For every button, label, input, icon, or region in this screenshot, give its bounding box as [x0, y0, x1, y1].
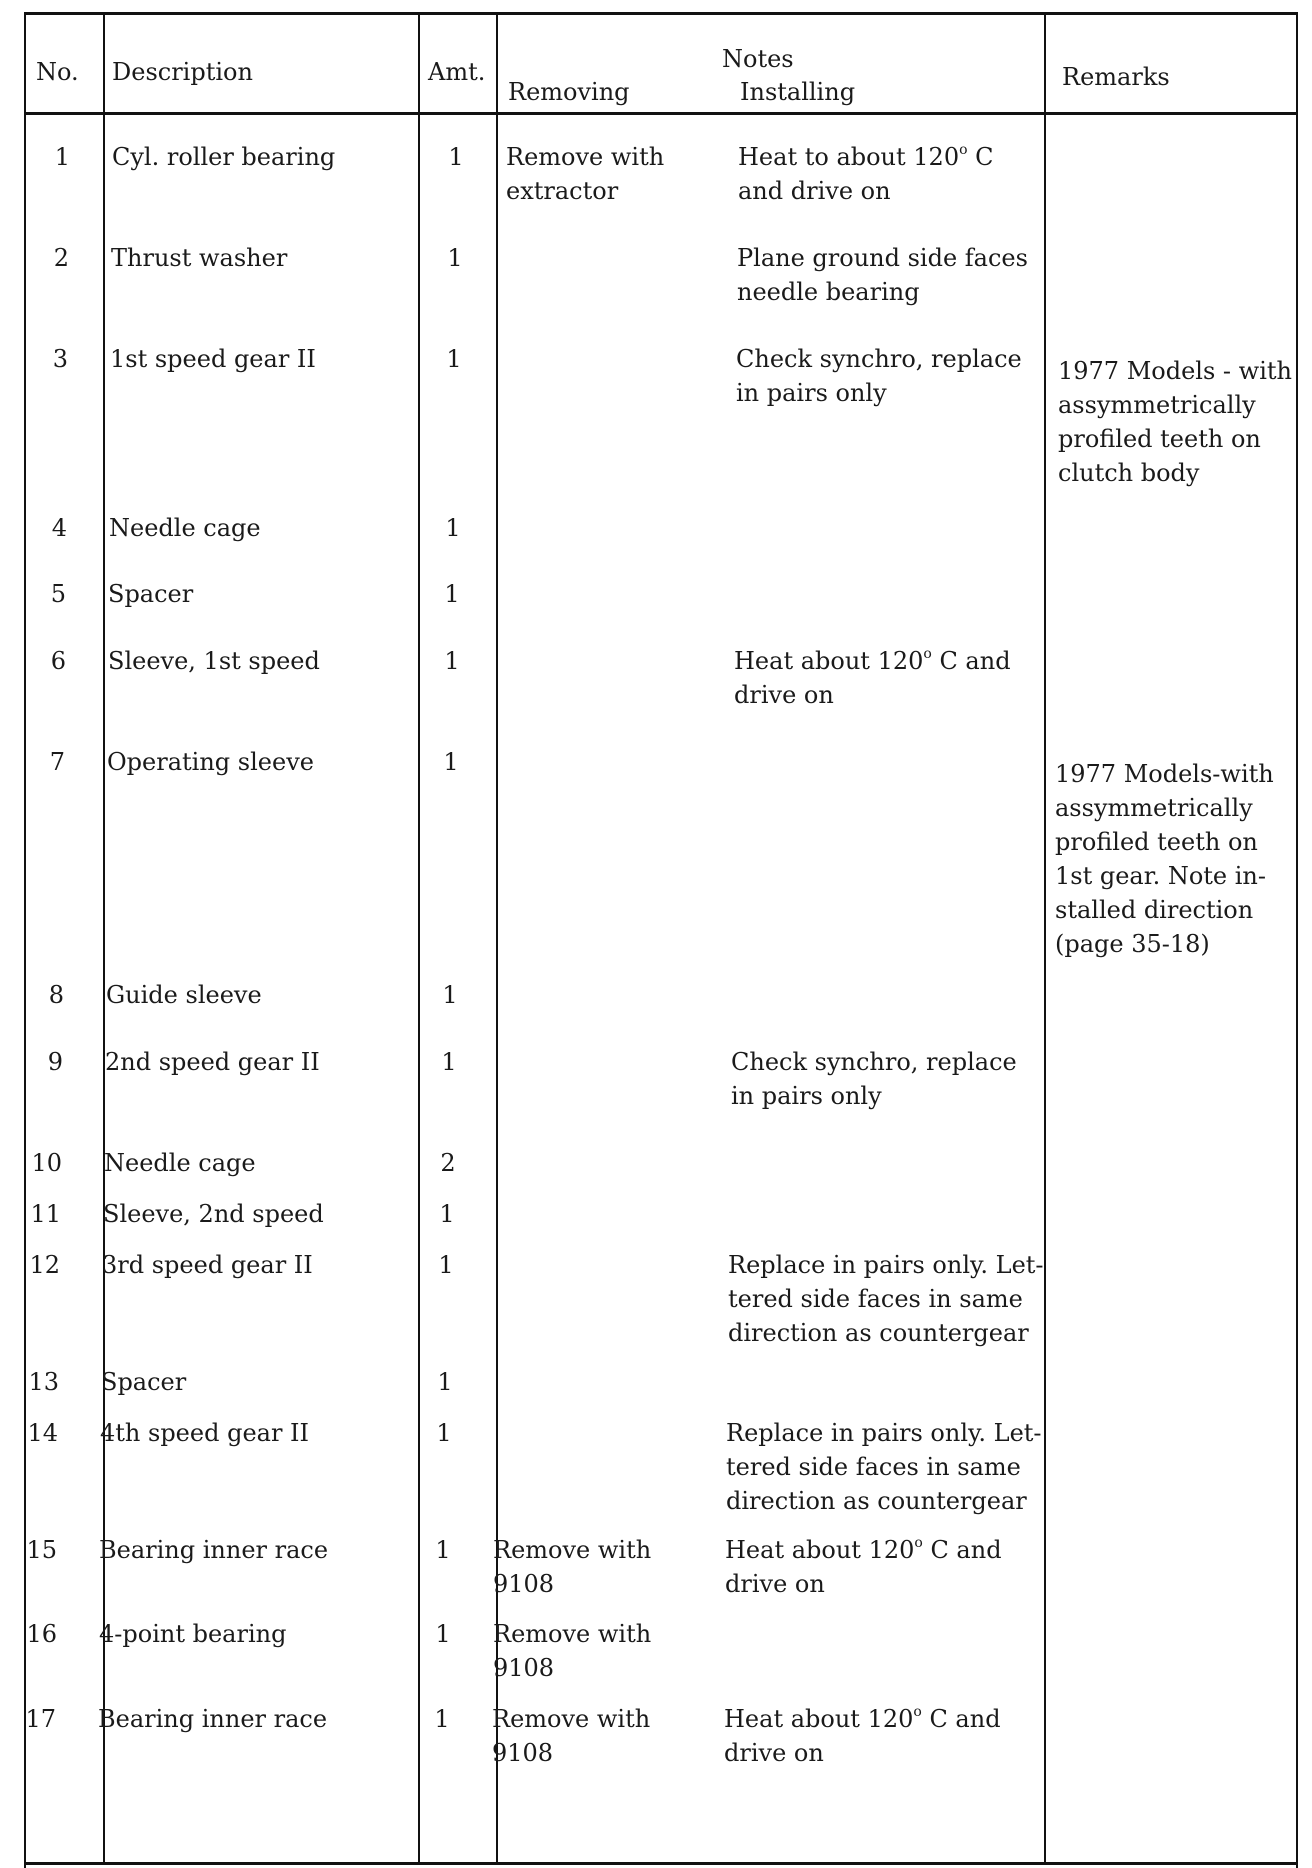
row-remark: assymmetrically [1058, 391, 1256, 419]
row-installing-note: drive on [734, 681, 834, 709]
row-remark: profiled teeth on [1055, 828, 1258, 856]
row-installing-note: in pairs only [736, 379, 887, 407]
row-number: 12 [29, 1251, 60, 1279]
row-description: Needle cage [109, 514, 261, 542]
header-amt: Amt. [428, 58, 486, 86]
row-remark: assymmetrically [1055, 794, 1253, 822]
row-installing-note: tered side faces in same [726, 1453, 1021, 1481]
row-number: 9 [47, 1048, 63, 1076]
row-amount: 1 [447, 244, 463, 272]
row-amount: 1 [437, 1368, 453, 1396]
row-number: 6 [50, 647, 66, 675]
row-amount: 1 [444, 647, 460, 675]
row-remark: clutch body [1058, 459, 1200, 487]
row-removing-note: 9108 [492, 1739, 554, 1767]
row-amount: 1 [435, 1620, 451, 1648]
row-remark: 1977 Models-with [1055, 760, 1274, 788]
row-installing-note: needle bearing [737, 278, 920, 306]
header-no: No. [36, 58, 79, 86]
row-remark: (page 35-18) [1055, 930, 1210, 958]
row-removing-note: Remove with [492, 1705, 651, 1733]
header-notes: Notes [722, 45, 794, 73]
row-number: 1 [54, 143, 70, 171]
row-removing-note: 9108 [493, 1654, 555, 1682]
row-installing-note: direction as countergear [728, 1319, 1029, 1347]
row-installing-note: Check synchro, replace [731, 1048, 1017, 1076]
header-divider [24, 112, 1298, 115]
header-installing: Installing [740, 78, 856, 106]
row-amount: 1 [443, 748, 459, 776]
row-installing-note: Plane ground side faces [737, 244, 1028, 272]
col-divider-no [103, 12, 105, 1864]
row-description: Guide sleeve [106, 981, 262, 1009]
row-number: 5 [50, 580, 66, 608]
row-description: 3rd speed gear II [102, 1251, 313, 1279]
row-number: 7 [49, 748, 65, 776]
row-amount: 2 [440, 1149, 456, 1177]
row-removing-note: Remove with [493, 1620, 652, 1648]
row-amount: 1 [439, 1200, 455, 1228]
row-description: 1st speed gear II [110, 345, 316, 373]
row-installing-note: tered side faces in same [728, 1285, 1023, 1313]
row-number: 2 [53, 244, 69, 272]
row-number: 11 [30, 1200, 61, 1228]
row-remark: 1st gear. Note in- [1055, 862, 1266, 890]
row-number: 8 [48, 981, 64, 1009]
row-description: Thrust washer [111, 244, 288, 272]
row-remark: profiled teeth on [1058, 425, 1261, 453]
row-amount: 1 [448, 143, 464, 171]
row-removing-note: extractor [506, 177, 619, 205]
header-description: Description [112, 58, 253, 86]
row-amount: 1 [444, 580, 460, 608]
row-number: 13 [28, 1368, 59, 1396]
row-description: Cyl. roller bearing [112, 143, 336, 171]
row-installing-note: Heat about 120$^o$ C and [724, 1704, 1001, 1733]
row-remark: 1977 Models - with [1058, 357, 1292, 385]
row-number: 3 [52, 345, 68, 373]
row-description: Needle cage [104, 1149, 256, 1177]
row-removing-note: 9108 [493, 1570, 555, 1598]
row-amount: 1 [441, 1048, 457, 1076]
row-installing-note: Check synchro, replace [736, 345, 1022, 373]
row-installing-note: drive on [725, 1570, 825, 1598]
row-description: Operating sleeve [107, 748, 314, 776]
row-installing-note: Replace in pairs only. Let- [728, 1251, 1044, 1279]
row-installing-note: Replace in pairs only. Let- [726, 1419, 1042, 1447]
row-number: 15 [26, 1536, 57, 1564]
row-amount: 1 [436, 1419, 452, 1447]
row-description: 4th speed gear II [100, 1419, 310, 1447]
row-description: 2nd speed gear II [105, 1048, 320, 1076]
col-divider-description [418, 12, 420, 1864]
row-remark: stalled direction [1055, 896, 1254, 924]
row-amount: 1 [434, 1705, 450, 1733]
row-description: Sleeve, 1st speed [108, 647, 320, 675]
row-description: Spacer [108, 580, 194, 608]
row-amount: 1 [438, 1251, 454, 1279]
row-removing-note: Remove with [506, 143, 665, 171]
row-description: 4-point bearing [99, 1620, 287, 1648]
header-remarks: Remarks [1062, 63, 1170, 91]
row-installing-note: and drive on [738, 177, 891, 205]
header-removing: Removing [508, 78, 630, 106]
row-installing-note: direction as countergear [726, 1487, 1027, 1515]
row-amount: 1 [445, 514, 461, 542]
row-number: 4 [51, 514, 67, 542]
row-description: Bearing inner race [98, 1705, 328, 1733]
row-number: 14 [27, 1419, 58, 1447]
row-description: Spacer [101, 1368, 187, 1396]
row-installing-note: Heat to about 120$^o$ C [738, 142, 994, 171]
row-installing-note: drive on [724, 1739, 824, 1767]
row-installing-note: Heat about 120$^o$ C and [725, 1535, 1002, 1564]
row-amount: 1 [442, 981, 458, 1009]
col-divider-notes [1044, 12, 1046, 1864]
row-amount: 1 [446, 345, 462, 373]
row-number: 16 [26, 1620, 57, 1648]
row-description: Bearing inner race [99, 1536, 329, 1564]
row-installing-note: in pairs only [731, 1082, 882, 1110]
row-description: Sleeve, 2nd speed [103, 1200, 324, 1228]
row-installing-note: Heat about 120$^o$ C and [734, 646, 1011, 675]
row-number: 17 [25, 1705, 56, 1733]
row-amount: 1 [435, 1536, 451, 1564]
row-removing-note: Remove with [493, 1536, 652, 1564]
row-number: 10 [31, 1149, 62, 1177]
